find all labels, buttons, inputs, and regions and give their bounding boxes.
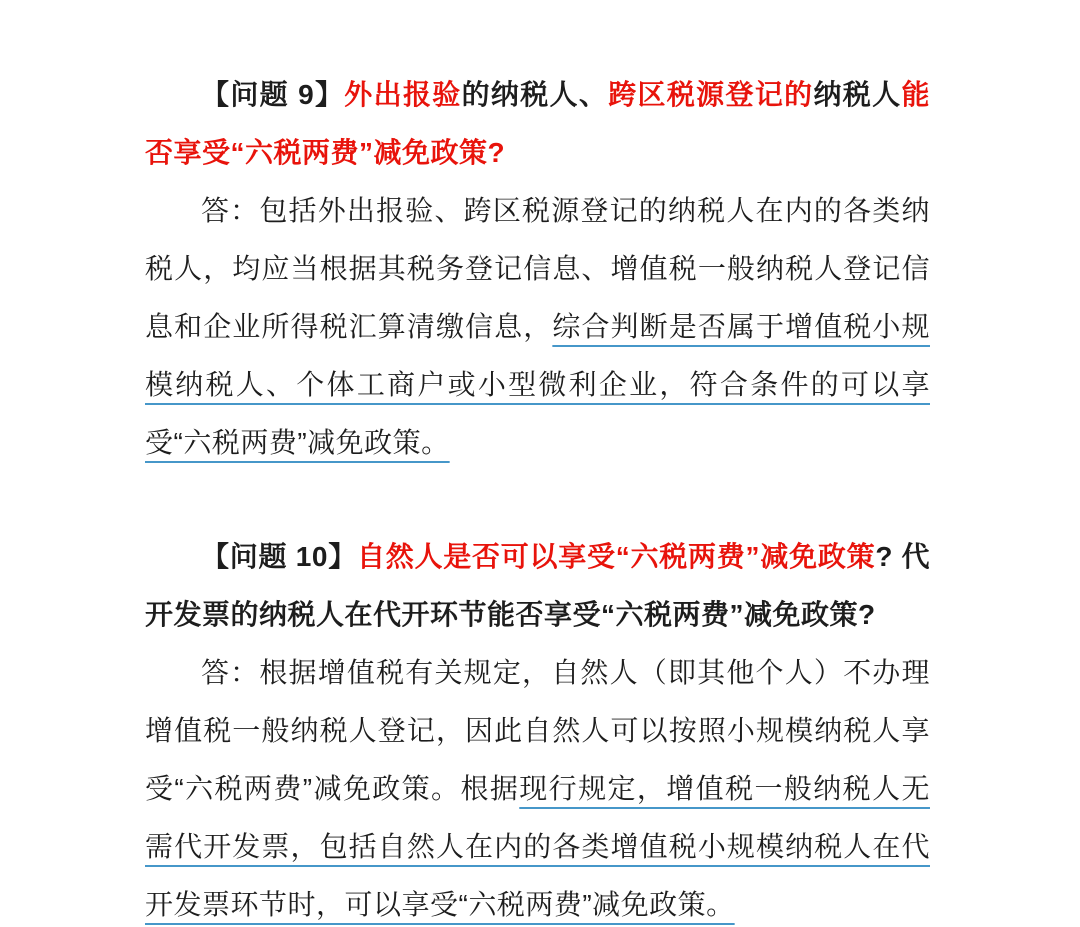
question-10-answer xyxy=(145,644,930,927)
question-9-heading-run: 的纳税人、 xyxy=(461,79,609,110)
question-9-answer xyxy=(145,182,930,472)
question-9-heading-run: 【问题 9】 xyxy=(201,79,345,110)
question-9-heading-run: 纳税人 xyxy=(813,79,902,110)
question-9-heading xyxy=(145,66,930,182)
question-10-heading-run: ? 代开发票的纳税人在代开环节能否享受“六税两费”减免政策? xyxy=(145,541,930,630)
question-10-heading xyxy=(145,528,930,644)
question-9-heading-run: 外出报验 xyxy=(344,79,462,110)
question-9-answer-run: 答：包括外出报验、跨区税源登记的纳税人在内的各类纳税人，均应当根据其税务登记信息、增值税一般纳税人登记信息和企业所得税汇算清缴信息， xyxy=(145,195,930,342)
question-10-heading-run: 【问题 10】 xyxy=(201,541,357,572)
question-9-answer-run: 综合判断是否属于增值税小规模纳税人、个体工商户或小型微利企业，符合条件的可以享受“六税两费”减免政策。 xyxy=(145,311,930,458)
question-9-heading-run: 能否享受“六税两费”减免政策? xyxy=(145,79,930,168)
question-10-heading-run: 自然人是否可以享受“六税两费”减免政策 xyxy=(356,541,876,572)
question-10-answer-run: 答：根据增值税有关规定，自然人（即其他个人）不办理增值税一般纳税人登记，因此自然人可以按照小规模纳税人享受“六税两费”减免政策。根据 xyxy=(145,657,930,804)
question-10-answer-run: 现行规定，增值税一般纳税人无需代开发票，包括自然人在内的各类增值税小规模纳税人在代开发票环节时，可以享受“六税两费”减免政策。 xyxy=(145,773,930,920)
question-9-heading-run: 跨区税源登记的 xyxy=(608,79,814,110)
